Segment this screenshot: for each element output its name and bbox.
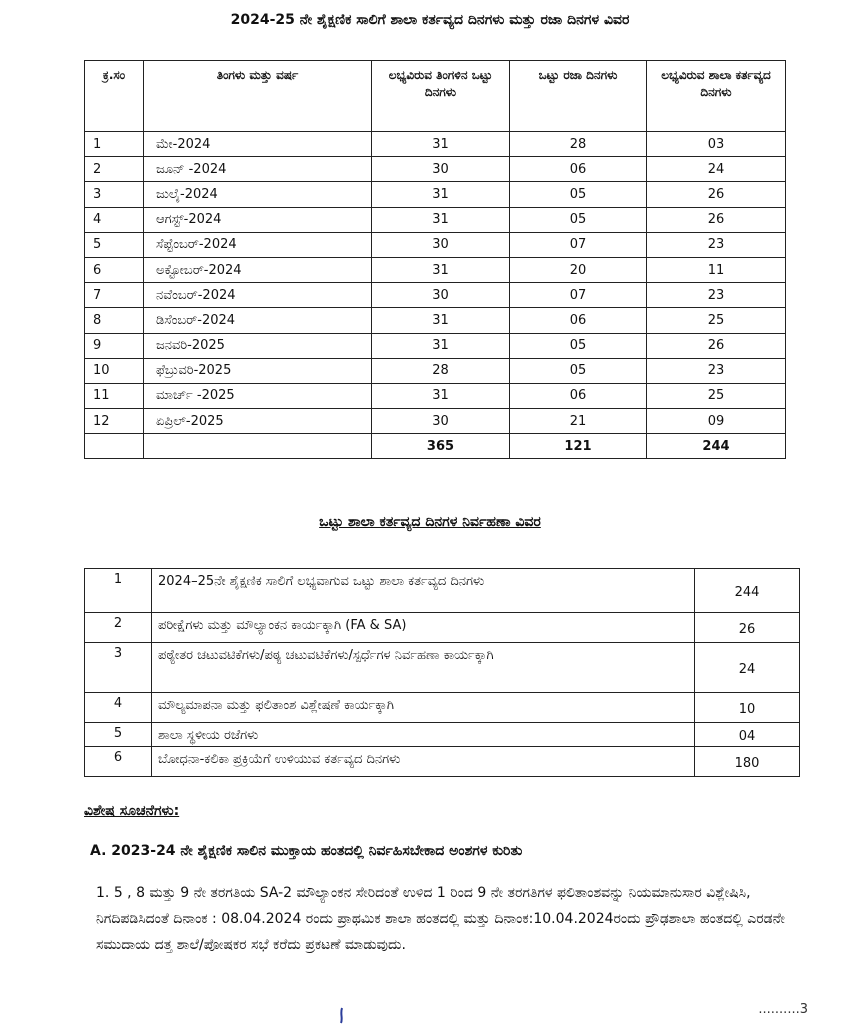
section-a-heading: A. 2023-24 ನೇ ಶೈಕ್ಷಣಿಕ ಸಾಲಿನ ಮುಕ್ತಾಯ ಹಂತದಲ್ಲಿ ನಿರ್ವಹಿಸಬೇಕಾದ ಅಂಶಗಳ ಕುರಿತು — [90, 843, 523, 859]
cell-working-days: 25 — [647, 383, 786, 408]
cell-holidays: 06 — [510, 157, 647, 182]
cell-serial: 2 — [85, 157, 144, 182]
cell-serial: 4 — [85, 207, 144, 232]
cell-serial: 7 — [85, 283, 144, 308]
summary-row — [85, 643, 800, 693]
cell-month: ಫೆಬ್ರುವರಿ-2025 — [144, 358, 372, 383]
summary-value: 26 — [695, 613, 800, 643]
cell-holidays: 20 — [510, 257, 647, 282]
cell-working-days: 23 — [647, 283, 786, 308]
summary-description: ಮೌಲ್ಯಮಾಪನಾ ಮತ್ತು ಫಲಿತಾಂಶ ವಿಶ್ಲೇಷಣೆ ಕಾರ್ಯಕ್ಕಾಗಿ — [152, 693, 695, 723]
cell-total-days: 31 — [372, 132, 510, 157]
cell-month: ಮಾರ್ಚ್ -2025 — [144, 383, 372, 408]
table-row — [85, 232, 786, 257]
cell-serial: 6 — [85, 257, 144, 282]
cell-holidays: 21 — [510, 409, 647, 434]
cell-total-days: 31 — [372, 182, 510, 207]
summary-row — [85, 747, 800, 777]
table-row — [85, 157, 786, 182]
cell-holidays: 05 — [510, 182, 647, 207]
cell-working-days: 23 — [647, 232, 786, 257]
header-total-days: ಲಭ್ಯವಿರುವ ತಿಂಗಳಿನ ಒಟ್ಟು ದಿನಗಳು — [372, 61, 510, 132]
cell-holidays: 05 — [510, 333, 647, 358]
cell-serial: 12 — [85, 409, 144, 434]
header-holidays: ಒಟ್ಟು ರಜಾ ದಿನಗಳು — [510, 61, 647, 132]
total-holidays-sum: 121 — [510, 434, 647, 459]
table-row — [85, 383, 786, 408]
cell-serial: 1 — [85, 132, 144, 157]
summary-value: 10 — [695, 693, 800, 723]
page-number: ..........3 — [758, 1002, 808, 1017]
note-number: 1. — [96, 885, 110, 901]
summary-number: 2 — [85, 613, 152, 643]
summary-row — [85, 723, 800, 747]
cell-working-days: 26 — [647, 182, 786, 207]
cell-holidays: 05 — [510, 358, 647, 383]
special-notes-heading: ವಿಶೇಷ ಸೂಚನೆಗಳು: — [84, 803, 180, 819]
total-days-sum: 365 — [372, 434, 510, 459]
summary-row — [85, 693, 800, 723]
table-row — [85, 308, 786, 333]
cell-working-days: 11 — [647, 257, 786, 282]
cell-total-days: 31 — [372, 333, 510, 358]
cell-month: ಡಿಸೆಂಬರ್-2024 — [144, 308, 372, 333]
cell-month: ನವೆಂಬರ್-2024 — [144, 283, 372, 308]
summary-description: ಬೋಧನಾ-ಕಲಿಕಾ ಪ್ರಕ್ರಿಯೆಗೆ ಉಳಿಯುವ ಕರ್ತವ್ಯದ ದಿನಗಳು — [152, 747, 695, 777]
cell-working-days: 26 — [647, 333, 786, 358]
table-row — [85, 283, 786, 308]
table-row — [85, 333, 786, 358]
note-paragraph-1-text: 1. 5 , 8 ಮತ್ತು 9 ನೇ ತರಗತಿಯ SA-2 ಮೌಲ್ಯಾಂಕನ ಸೇರಿದಂತೆ ಉಳಿದ 1 ರಿಂದ 9 ನೇ ತರಗತಿಗಳ ಫಲಿತಾಂಶವನ್ನು ನಿಯಮಾನುಸಾರ ವಿಶ್ಲೇಷಿಸಿ, ನಿಗದಿಪಡಿಸಿದಂತೆ ದಿನಾಂಕ : 08.04.2024 ರಂದು ಪ್ರಾಥಮಿಕ ಶಾಲಾ ಹಂತದಲ್ಲಿ ಮತ್ತು ದಿನಾಂಕ:10.04.2024ರಂದು ಪ್ರೌಢಶಾಲಾ ಹಂತದಲ್ಲಿ ಎರಡನೇ ಸಮುದಾಯ ದತ್ತ ಶಾಲೆ/ಪೋಷಕರ ಸಭೆ ಕರೆದು ಪ್ರಕಟಣೆ ಮಾಡುವುದು. — [96, 885, 785, 953]
cell-holidays: 06 — [510, 383, 647, 408]
cell-total-days: 31 — [372, 383, 510, 408]
cell-month: ಜುಲೈ-2024 — [144, 182, 372, 207]
table-row — [85, 207, 786, 232]
total-working-days-sum: 244 — [647, 434, 786, 459]
cell-serial: 3 — [85, 182, 144, 207]
working-days-table — [84, 60, 786, 459]
cell-holidays: 07 — [510, 283, 647, 308]
summary-description: 2024–25ನೇ ಶೈಕ್ಷಣಿಕ ಸಾಲಿಗೆ ಲಭ್ಯವಾಗುವ ಒಟ್ಟು ಶಾಲಾ ಕರ್ತವ್ಯದ ದಿನಗಳು — [152, 569, 695, 613]
summary-number: 1 — [85, 569, 152, 613]
summary-value: 180 — [695, 747, 800, 777]
summary-description: ಪಠ್ಯೇತರ ಚಟುವಟಿಕೆಗಳು/ಪಠ್ಯ ಚಟುವಟಿಕೆಗಳು/ಸ್ಪರ್ಧೆಗಳ ನಿರ್ವಹಣಾ ಕಾರ್ಯಕ್ಕಾಗಿ — [152, 643, 695, 693]
document-title: 2024-25 ನೇ ಶೈಕ್ಷಣಿಕ ಸಾಲಿಗೆ ಶಾಲಾ ಕರ್ತವ್ಯದ ದಿನಗಳು ಮತ್ತು ರಜಾ ದಿನಗಳ ವಿವರ — [230, 12, 630, 28]
cell-total-days: 30 — [372, 283, 510, 308]
header-month: ತಿಂಗಳು ಮತ್ತು ವರ್ಷ — [144, 61, 372, 132]
cell-month: ಅಕ್ಟೋಬರ್-2024 — [144, 257, 372, 282]
summary-number: 6 — [85, 747, 152, 777]
cell-working-days: 03 — [647, 132, 786, 157]
cell-holidays: 06 — [510, 308, 647, 333]
cell-month: ಏಪ್ರಿಲ್-2025 — [144, 409, 372, 434]
note-paragraph-1 — [96, 880, 806, 958]
summary-row — [85, 569, 800, 613]
summary-row — [85, 613, 800, 643]
cell-serial: 10 — [85, 358, 144, 383]
table-row — [85, 132, 786, 157]
cell-month: ಆಗಸ್ಟ್-2024 — [144, 207, 372, 232]
cell-month: ಜನವರಿ-2025 — [144, 333, 372, 358]
cell-month: ಸೆಪ್ಟೆಂಬರ್-2024 — [144, 232, 372, 257]
table-row — [85, 409, 786, 434]
cell-total-days: 28 — [372, 358, 510, 383]
cell-total-days: 30 — [372, 232, 510, 257]
cell-month: ಮೇ-2024 — [144, 132, 372, 157]
cell-holidays: 28 — [510, 132, 647, 157]
cell-holidays: 05 — [510, 207, 647, 232]
cell-total-days: 30 — [372, 409, 510, 434]
cell-empty — [144, 434, 372, 459]
cell-month: ಜೂನ್ -2024 — [144, 157, 372, 182]
cell-empty — [85, 434, 144, 459]
summary-value: 244 — [695, 569, 800, 613]
header-serial: ಕ್ರ.ಸಂ — [85, 61, 144, 132]
cell-total-days: 30 — [372, 157, 510, 182]
table-row — [85, 182, 786, 207]
cell-working-days: 09 — [647, 409, 786, 434]
duty-days-summary-table — [84, 568, 800, 777]
cell-serial: 8 — [85, 308, 144, 333]
cell-working-days: 25 — [647, 308, 786, 333]
summary-value: 04 — [695, 723, 800, 747]
summary-number: 4 — [85, 693, 152, 723]
table-header-row — [85, 61, 786, 132]
table-row — [85, 358, 786, 383]
cell-total-days: 31 — [372, 308, 510, 333]
table-row — [85, 257, 786, 282]
cell-serial: 11 — [85, 383, 144, 408]
summary-value: 24 — [695, 643, 800, 693]
section-subtitle: ಒಟ್ಟು ಶಾಲಾ ಕರ್ತವ್ಯದ ದಿನಗಳ ನಿರ್ವಹಣಾ ವಿವರ — [319, 514, 541, 530]
cell-working-days: 26 — [647, 207, 786, 232]
cell-serial: 5 — [85, 232, 144, 257]
cell-total-days: 31 — [372, 257, 510, 282]
summary-description: ಶಾಲಾ ಸ್ಥಳೀಯ ರಜೆಗಳು — [152, 723, 695, 747]
summary-number: 5 — [85, 723, 152, 747]
table-total-row — [85, 434, 786, 459]
cell-holidays: 07 — [510, 232, 647, 257]
cell-serial: 9 — [85, 333, 144, 358]
cell-working-days: 23 — [647, 358, 786, 383]
summary-number: 3 — [85, 643, 152, 693]
cell-working-days: 24 — [647, 157, 786, 182]
header-working-days: ಲಭ್ಯವಿರುವ ಶಾಲಾ ಕರ್ತವ್ಯದ ದಿನಗಳು — [647, 61, 786, 132]
summary-description: ಪರೀಕ್ಷೆಗಳು ಮತ್ತು ಮೌಲ್ಯಾಂಕನ ಕಾರ್ಯಕ್ಕಾಗಿ (FA & SA) — [152, 613, 695, 643]
pen-mark — [336, 1006, 348, 1024]
cell-total-days: 31 — [372, 207, 510, 232]
